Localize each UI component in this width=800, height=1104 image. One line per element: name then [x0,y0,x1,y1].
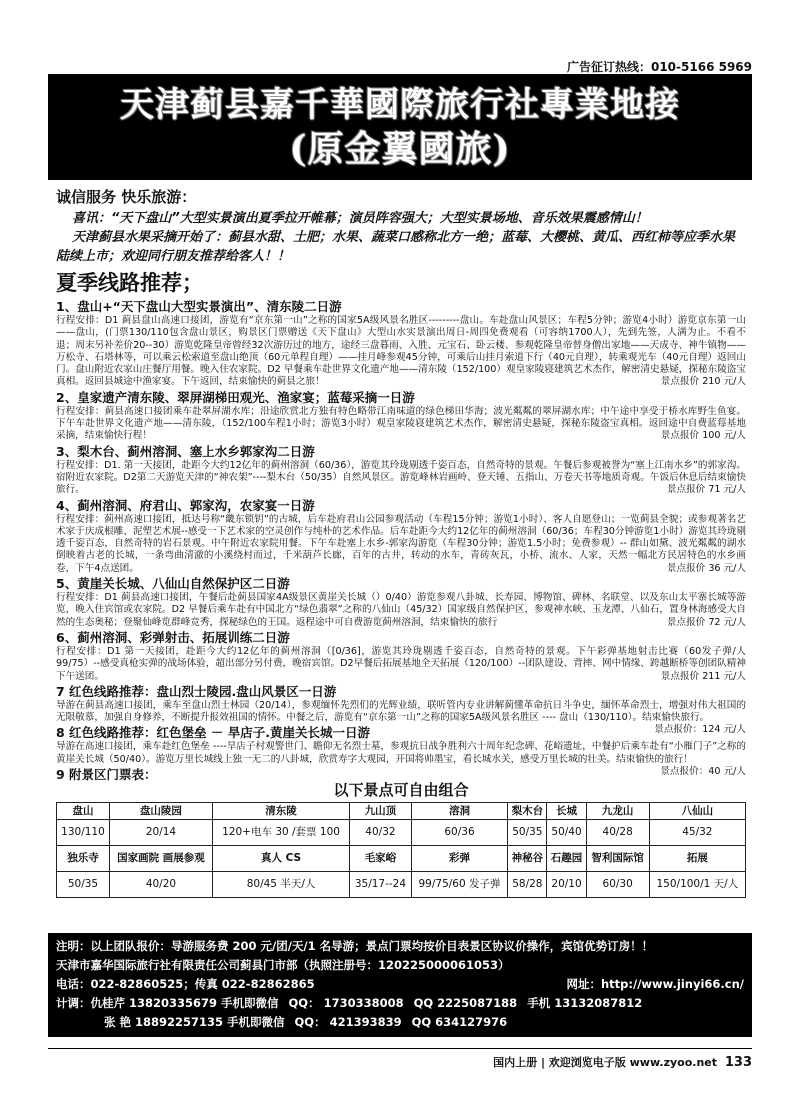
attraction-name: 九山顶 [350,803,412,820]
attraction-name: 神秘谷 [508,846,547,872]
route-title: 8 红色线路推荐：红色堡垒 － 旱店子.黄崖关长城一日游 [56,725,371,741]
table-row [57,803,746,820]
intro-title: 诚信服务 快乐旅游： [56,188,197,206]
ticket-price: 150/100/1 天/人 [649,872,745,898]
ticket-price: 40/20 [109,872,212,898]
ticket-price: 40/32 [350,820,412,846]
table-row [57,846,746,872]
promo-performance: 喜讯：“天下盘山”大型实景演出夏季拉开帷幕；演员阵容强大；大型实景场地、音乐效果震感情山！ [72,211,648,226]
route-price: 景点报价 210 元/人 [660,376,746,388]
route-description: 行程安排：蓟县高速口接团乘车赴翠屏湖水库；沿途欣赏北方独有特色略带江南味道的绿色梯田华海；波光粼粼的翠屏湖水库；中午途中享受于桥水库野生鱼宴。下午车赴世界文化遗产地——清东陵，（152/100车程1小时；游览3小时）观皇家陵寝建筑艺术杰作，解密清史悬疑，探秘东陵盗宝真相。返回途中自费蓝莓基地采摘，结束愉快行程！ 景点报价 100 元/人 [56,405,746,442]
ticket-price: 20/14 [109,820,212,846]
ticket-price: 80/45 半天/人 [212,872,349,898]
ticket-price: 45/32 [649,820,745,846]
attraction-name: 国家画院 画展参观 [109,846,212,872]
contact-name: 张 艳 18892257135 手机即微信 [104,1015,285,1029]
attraction-name: 拓展 [649,846,745,872]
ticket-price-table [56,802,746,898]
route-price: 景点报价 211 元/人 [660,670,746,682]
contact-name: 计调：仇桂芹 13820335679 手机即微信 [56,996,279,1010]
route-title: 1、盘山+“天下盘山大型实景演出”、清东陵二日游 [56,299,342,314]
ticket-price: 60/30 [586,872,649,898]
ticket-price: 50/40 [547,820,586,846]
contact-row [56,1013,744,1032]
route-description: 行程安排：蓟州高速口接团，抵达号称“畿东锁钥”的古城，后车赴府君山公园参观活动（车程15分钟；游览1小时）、客人自愿登山；一览蓟县全貌；或参观著名艺术家于庆成根雕、泥塑艺术展--感受一下艺术家的空灵创作与纯朴的艺术作品。后车赴距今大约12亿年的蓟州溶洞（60/36；车程30分钟游览1小时）游览其玲珑剔透千姿百态，自然奇特的岩石景观。中午附近农家院用餐。下午车赴塞上水乡-郭家沟游览（车程30分钟；游览1.5小时；免费参观）-- 群山如黛、波光粼粼的湖水倒映着古老的长城，一条弯曲清澈的小溪绕村而过，千米葫芦长廊，百年的古井，转动的水车，青砖灰瓦，小桥、流水、人家，天然一幅北方民居特色的水乡画卷，下午4点送团。 景点报价 36 元/人 [56,513,746,574]
contact-qq: QQ 2225087188 [413,996,518,1010]
footer-note: 注明：以上团队报价：导游服务费 200 元/团/天/1 名导游；景点门票均按价目表景区协议价操作，宾馆优势订房！！ [56,939,654,953]
attraction-name: 梨木台 [508,803,547,820]
ticket-price: 35/17--24 [350,872,412,898]
website-link[interactable]: 网址：http://www.jinyi66.cn/ [566,977,744,991]
attraction-name: 溶洞 [411,803,508,820]
attraction-name: 九龙山 [586,803,649,820]
route-title: 3、梨木台、蓟州溶洞、塞上水乡郭家沟二日游 [56,443,315,459]
attraction-name: 长城 [547,803,586,820]
page-number: 133 [724,1055,752,1070]
table-row [57,820,746,846]
company-name: 天津市嘉华国际旅行社有限责任公司蓟县门市部（执照注册号：120225000061053） [56,958,510,972]
main-content [56,186,746,898]
divider [48,1048,752,1049]
ad-hotline: 广告征订热线：010-5166 5969 [566,60,752,74]
promo-fruit-picking: 天津蓟县水果采摘开始了：蓟县水甜、土肥；水果、蔬菜口感称北方一绝；蓝莓、大樱桃、黄瓜、西红柿等应季水果陆续上市；欢迎同行朋友推荐给客人！！ [56,230,736,264]
route-price: 景点报价 100 元/人 [660,430,746,442]
route-item [56,299,746,389]
contact-qq: QQ 634127976 [411,1015,508,1029]
route-description: 行程安排：D1. 第一天接团，赴距今大约12亿年的蓟州溶洞（60/36），游览其玲珑剔透千姿百态，自然奇特的景观。午餐后参观被誉为“塞上江南水乡”的郭家沟。宿附近农家院。D2第二天游览天津的“神农架”----梨木台（50/35）自然风景区。游览峰林岩画岭、登天锤、五指山、万卷天书等地质奇观。午饭后休息后结束愉快旅行。 景点报价 71 元/人 [56,459,746,496]
route-title: 2、皇家遗产清东陵、翠屏湖梯田观光、渔家宴；蓝莓采摘一日游 [56,389,415,405]
phone-fax: 电话：022-82860525；传真 022-82862865 [56,977,315,991]
contact-row [56,994,744,1013]
route-title: 5、黄崖关长城、八仙山自然保护区二日游 [56,576,290,592]
attraction-name: 真人 CS [212,846,349,872]
ticket-price: 20/10 [547,872,586,898]
banner-title: 天津蓟县嘉千華國際旅行社專業地接 [120,85,680,125]
route-description: 导游在蓟县高速口接团，乘车至盘山烈士林园（20/14），参观缅怀先烈们的光辉业绩，联听管内专业讲解蓟懂革命抗日斗争史，缅怀革命烈士，增强对伟大祖国的无限敬慕，加强自身修养，不断提升报效祖国的情怀。中餐之后，游览有“京东第一山”之称的国家5A级风景名胜区 ---- 盘山（130/110）。结束愉快旅行。 景点报价：124 元/人 [56,699,746,736]
route-price: 景点报价 71 元/人 [666,484,746,496]
banner-subtitle: (原金翼國旅) [289,128,511,170]
attraction-name: 彩弹 [411,846,508,872]
attraction-name: 清东陵 [212,803,349,820]
route-price: 景点报价 72 元/人 [666,616,746,628]
contact-mobile: 手机 13132087812 [527,996,643,1010]
route-price: 景点报价 36 元/人 [666,562,746,574]
route-title: 4、蓟州溶洞、府君山、郭家沟，农家宴一日游 [56,497,315,513]
ticket-price: 99/75/60 发子弹 [411,872,508,898]
ticket-price: 40/28 [586,820,649,846]
route-item [56,498,746,575]
route-item [56,630,746,683]
ticket-price: 58/28 [508,872,547,898]
table-row [57,872,746,898]
contact-footer [48,933,752,1037]
attraction-name: 石趣园 [547,846,586,872]
ticket-price: 120+电车 30 /套票 100 [212,820,349,846]
contact-qq: QQ： 1730338008 [288,996,404,1010]
route-price: 景点报价：124 元/人 [654,724,746,736]
ticket-price: 60/36 [411,820,508,846]
section-title: 夏季线路推荐； [56,270,203,295]
ticket-price: 130/110 [57,820,110,846]
route-title: 7 红色线路推荐：盘山烈士陵园.盘山风景区一日游 [56,683,337,699]
route-item [56,576,746,629]
route-description: 导游在高速口接团，乘车赴红色堡垒 ----旱店子村观警世门、瞻仰无名烈士墓，参观抗日战争胜利六十周年纪念碑、花峪遗址，中餐护后乘车赴有“小雁门子”之称的黄崖关长城（50/40）。游览万里长城线上独一无二的八卦城，欣赏寿字大观园，开国将帅墨宝，看长城水关，感受万里长城的壮美。结束愉快的旅行！ 景点报价：40 元/人 [56,741,746,778]
attraction-name: 独乐寺 [57,846,110,872]
route-title: 6、蓟州溶洞、彩弹射击、拓展训练二日游 [56,629,290,645]
attraction-name: 盘山陵园 [109,803,212,820]
attraction-name: 毛家峪 [350,846,412,872]
page-footer-text: 国内上册 | 欢迎浏览电子版 www.zyoo.net [493,1056,718,1069]
combo-title: 以下景点可自由组合 [333,781,469,800]
phone-row [56,975,744,994]
route-description: 行程安排：D1 蓟县盘山高速口接团，游览有“京东第一山”之称的国家5A级风景名胜区---------盘山。车赴盘山风景区；车程5分钟；游览4小时）游览京东第一山——盘山，(门票130/110包含盘山景区，购景区门票赠送《天下盘山》大型山水实景演出周日-周四免费观看（可容纳1700人），先到先签，人满为止。不看不退；周末另补差价20--30）游览乾隆皇帝曾经32次游历过的地方，途经三盘暮雨、入胜、元宝石、卧云楼、参观乾隆皇帝替身僧出家地——天成寺、神牛镇物——万松寺、石塔林等，可以乘云松索道至盘山绝顶（60元单程自理）——挂月峰参观45分钟，可乘后山挂月索道下行（40元自理），转乘观光车（40元自理）返回山门。盘山附近农家山庄餐厅用餐。晚入住农家院。D2 早餐乘车赴世界文化遗产地——清东陵（152/100）观皇家陵寝建筑艺术杰作，解密清史悬疑，探秘东陵盗宝真相。返回县城途中渔家宴。下午返回，结束愉快的蓟县之旅！ 景点报价 210 元/人 [56,315,746,388]
attraction-name: 智利国际馆 [586,846,649,872]
attraction-name: 盘山 [57,803,110,820]
route-description: 行程安排：D1 第一天接团，赴距今大约12亿年的蓟州溶洞（[0/36]，游览其玲珑剔透千姿百态，自然奇特的景观。下午彩弹基地射击比赛（60发子弹/人 99/75）--感受真枪实弹的战场体验，超出部分另付费，晚宿宾馆。D2早餐后拓展基地全天拓展（120/100）--团队建设、背摔、网中情缘、跨越断桥等创团队精神下午送团。 景点报价 211 元/人 [56,645,746,682]
route-item [56,390,746,443]
page-footer [493,1054,752,1070]
route-price: 景点报价：40 元/人 [660,766,746,778]
ticket-price: 50/35 [57,872,110,898]
tickets-title: 9 附景区门票表： [56,767,157,783]
contact-qq: QQ： 421393839 [294,1015,402,1029]
ticket-price: 50/35 [508,820,547,846]
route-description: 行程安排：D1 蓟县高速口接团，午餐后赴蓟县国家4A级景区黄崖关长城（）0/40）游览参观八卦城、长寿园、博物馆、碑林、名联堂、以及东山太平寨长城等游览，晚入住宾馆或农家院。D2 早餐后乘车赴有中国北方“绿色翡翠”之称的八仙山（45/32）国家级自然保护区，参观神水峡、玉龙潭、八仙石，置身林海感受大自然的生态奥秘；登聚仙峰览群峰竞秀，探秘绿色的王国。返程途中可自费游览蓟州溶洞，结束愉快的旅行 景点报价 72 元/人 [56,592,746,628]
route-item [56,444,746,497]
title-banner [48,74,752,180]
attraction-name: 八仙山 [649,803,745,820]
